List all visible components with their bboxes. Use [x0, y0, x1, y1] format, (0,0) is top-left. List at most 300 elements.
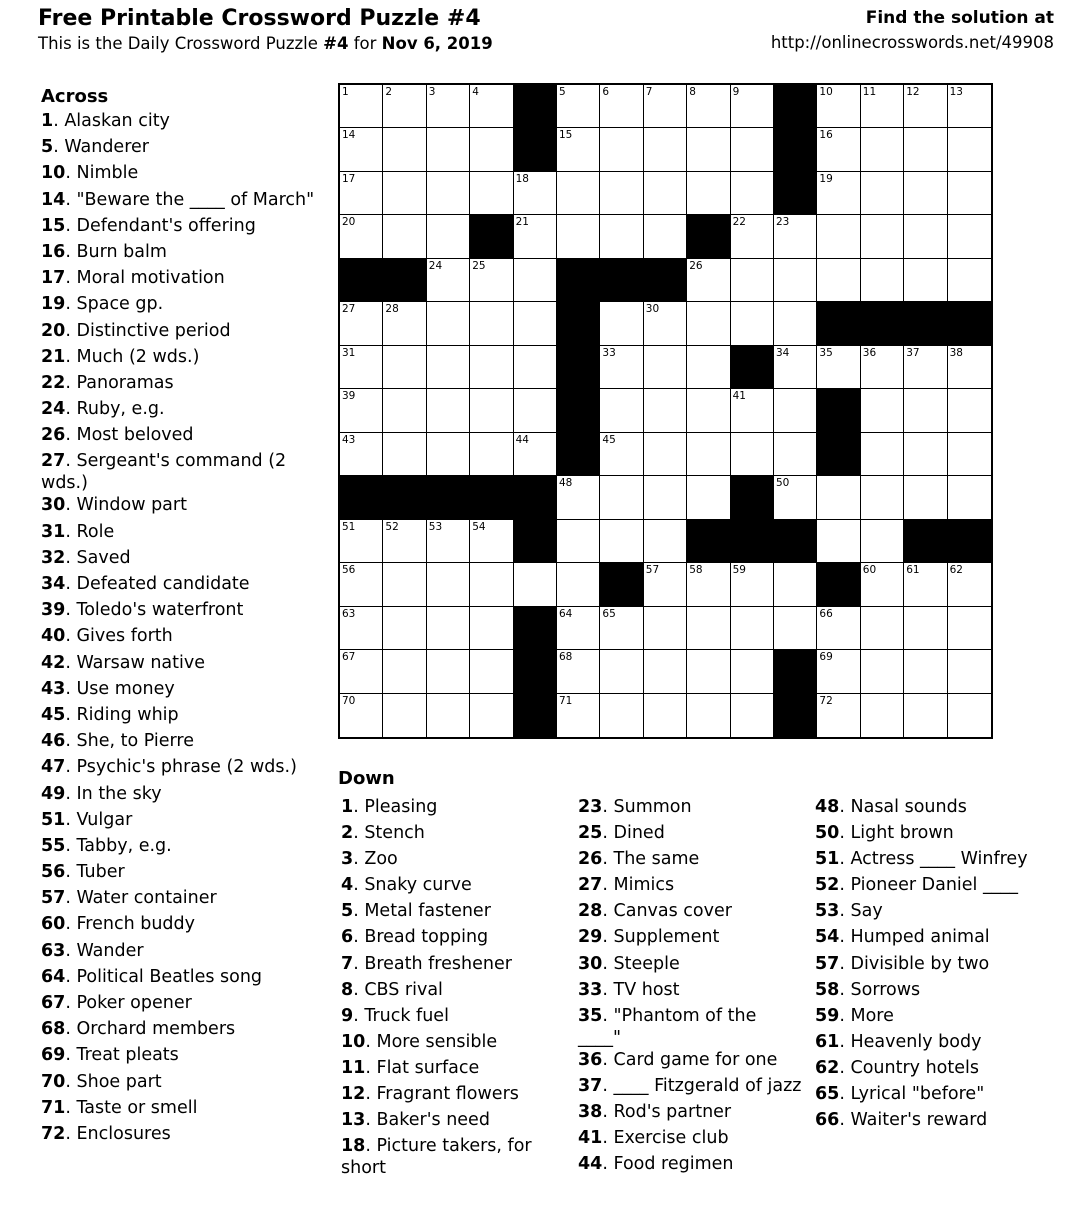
grid-cell[interactable]: [861, 563, 904, 606]
grid-cell[interactable]: [340, 433, 383, 476]
clue-item: 24. Ruby, e.g.: [41, 399, 165, 420]
grid-cell[interactable]: [731, 607, 774, 650]
grid-cell[interactable]: [340, 172, 383, 215]
clue-item: 68. Orchard members: [41, 1019, 236, 1040]
grid-cell[interactable]: [383, 520, 426, 563]
clue-text: Baker's need: [376, 1110, 490, 1131]
grid-cell[interactable]: [470, 128, 513, 171]
grid-cell[interactable]: [383, 85, 426, 128]
grid-cell[interactable]: [861, 520, 904, 563]
grid-cell[interactable]: [731, 85, 774, 128]
cell-number: 4: [472, 86, 479, 98]
cell-number: 6: [602, 86, 610, 98]
grid-cell[interactable]: [340, 85, 383, 128]
clue-text: Tuber: [76, 862, 125, 883]
clue-item: 1. Alaskan city: [41, 111, 170, 131]
grid-cell[interactable]: [948, 172, 991, 215]
grid-cell[interactable]: [904, 259, 947, 302]
grid-cell[interactable]: [774, 607, 817, 650]
clue-item: 36. Card game for one: [578, 1049, 778, 1070]
clue-item: 58. Sorrows: [815, 979, 921, 1000]
grid-cell[interactable]: [514, 259, 557, 302]
clue-number: 55: [41, 835, 66, 856]
black-square: [948, 520, 991, 563]
cell-number: 44: [515, 433, 529, 446]
down-column-2: [578, 796, 803, 1179]
grid-cell[interactable]: [948, 650, 991, 693]
grid-cell[interactable]: [514, 172, 557, 215]
clue-text: Water container: [76, 888, 217, 909]
black-square: [514, 607, 557, 650]
grid-cell[interactable]: [644, 476, 687, 519]
grid-cell[interactable]: [817, 85, 860, 128]
grid-cell[interactable]: [904, 607, 947, 650]
black-square: [817, 302, 860, 345]
grid-cell[interactable]: [731, 215, 774, 258]
clue-number: 47: [41, 757, 66, 778]
grid-cell[interactable]: [514, 346, 557, 389]
clue-text: Divisible by two: [850, 953, 990, 974]
black-square: [557, 433, 600, 476]
grid-cell[interactable]: [383, 128, 426, 171]
grid-cell[interactable]: [600, 128, 643, 171]
grid-cell[interactable]: [861, 650, 904, 693]
grid-cell[interactable]: [340, 563, 383, 606]
grid-cell[interactable]: [948, 433, 991, 476]
clue-number: 14: [41, 189, 66, 210]
grid-cell[interactable]: [340, 389, 383, 432]
grid-cell[interactable]: [600, 650, 643, 693]
grid-cell[interactable]: [687, 302, 730, 345]
black-square: [774, 650, 817, 693]
grid-cell[interactable]: [600, 172, 643, 215]
grid-cell[interactable]: [774, 215, 817, 258]
clue-item: 17. Moral motivation: [41, 268, 225, 289]
clue-text: Shoe part: [76, 1071, 162, 1092]
grid-cell[interactable]: [340, 215, 383, 258]
clue-text: Space gp.: [76, 294, 164, 315]
grid-cell[interactable]: [948, 346, 991, 389]
grid-cell[interactable]: [687, 128, 730, 171]
clue-text: Alaskan city: [64, 111, 170, 131]
grid-cell[interactable]: [340, 346, 383, 389]
cell-number: 62: [949, 564, 963, 577]
grid-cell[interactable]: [731, 259, 774, 302]
clue-number: 66: [815, 1110, 840, 1131]
grid-cell[interactable]: [383, 650, 426, 693]
cell-number: 58: [689, 564, 703, 577]
clue-text: The same: [613, 849, 700, 870]
grid-cell[interactable]: [904, 128, 947, 171]
grid-cell[interactable]: [687, 433, 730, 476]
clue-item: 66. Waiter's reward: [815, 1110, 988, 1131]
grid-cell[interactable]: [861, 694, 904, 737]
across-heading: Across: [41, 86, 109, 107]
cell-number: 70: [342, 694, 356, 707]
grid-cell[interactable]: [427, 520, 470, 563]
clue-text: Flat surface: [376, 1057, 480, 1078]
grid-cell[interactable]: [861, 215, 904, 258]
cell-number: 66: [819, 607, 833, 620]
grid-cell[interactable]: [340, 302, 383, 345]
clue-item: 2. Stench: [341, 823, 425, 844]
cell-number: 64: [559, 607, 573, 620]
grid-cell[interactable]: [644, 128, 687, 171]
grid-cell[interactable]: [383, 694, 426, 737]
clue-item: 5. Wanderer: [41, 137, 149, 158]
clue-item: 55. Tabby, e.g.: [41, 835, 172, 856]
grid-cell[interactable]: [861, 85, 904, 128]
grid-cell[interactable]: [600, 302, 643, 345]
clue-number: 23: [578, 797, 603, 817]
grid-cell[interactable]: [644, 346, 687, 389]
grid-cell[interactable]: [948, 694, 991, 737]
clue-number: 17: [41, 268, 66, 289]
grid-cell[interactable]: [904, 650, 947, 693]
crossword-grid: [338, 83, 993, 739]
grid-cell[interactable]: [731, 694, 774, 737]
black-square: [774, 694, 817, 737]
clue-text: Riding whip: [76, 704, 179, 725]
grid-cell[interactable]: [600, 433, 643, 476]
grid-cell[interactable]: [861, 346, 904, 389]
cell-number: 63: [342, 607, 356, 620]
grid-cell[interactable]: [470, 694, 513, 737]
grid-cell[interactable]: [340, 520, 383, 563]
clue-text: Actress ____ Winfrey: [850, 849, 1028, 870]
grid-cell[interactable]: [687, 476, 730, 519]
clue-number: 2: [341, 823, 354, 844]
grid-cell[interactable]: [774, 389, 817, 432]
grid-cell[interactable]: [644, 694, 687, 737]
black-square: [557, 302, 600, 345]
grid-cell[interactable]: [861, 128, 904, 171]
grid-cell[interactable]: [774, 346, 817, 389]
cell-number: 3: [428, 86, 436, 98]
grid-cell[interactable]: [817, 476, 860, 519]
grid-cell[interactable]: [817, 520, 860, 563]
clue-text: Saved: [76, 547, 131, 568]
grid-cell[interactable]: [904, 215, 947, 258]
grid-cell[interactable]: [427, 259, 470, 302]
grid-cell[interactable]: [557, 476, 600, 519]
grid-cell[interactable]: [687, 346, 730, 389]
grid-cell[interactable]: [470, 520, 513, 563]
grid-cell[interactable]: [383, 563, 426, 606]
grid-cell[interactable]: [557, 607, 600, 650]
clue-number: 3: [341, 849, 354, 870]
grid-cell[interactable]: [731, 433, 774, 476]
grid-cell[interactable]: [687, 563, 730, 606]
clue-number: 54: [815, 927, 840, 948]
clue-number: 69: [41, 1045, 66, 1066]
grid-cell[interactable]: [948, 563, 991, 606]
clue-text: CBS rival: [364, 979, 443, 1000]
black-square: [340, 476, 383, 519]
black-square: [383, 259, 426, 302]
grid-cell[interactable]: [817, 215, 860, 258]
grid-cell[interactable]: [557, 694, 600, 737]
grid-cell[interactable]: [557, 215, 600, 258]
grid-cell[interactable]: [557, 85, 600, 128]
black-square: [514, 85, 557, 128]
grid-cell[interactable]: [427, 172, 470, 215]
cell-number: 25: [472, 259, 486, 272]
grid-cell[interactable]: [427, 215, 470, 258]
grid-cell[interactable]: [557, 128, 600, 171]
grid-cell[interactable]: [600, 476, 643, 519]
clue-number: 49: [41, 783, 66, 804]
clue-item: 27. Sergeant's command (2 wds.): [41, 451, 287, 494]
grid-cell[interactable]: [470, 650, 513, 693]
black-square: [731, 346, 774, 389]
grid-cell[interactable]: [731, 389, 774, 432]
grid-cell[interactable]: [817, 650, 860, 693]
grid-cell[interactable]: [557, 563, 600, 606]
grid-cell[interactable]: [817, 259, 860, 302]
grid-cell[interactable]: [340, 607, 383, 650]
grid-cell[interactable]: [427, 694, 470, 737]
grid-cell[interactable]: [687, 694, 730, 737]
grid-cell[interactable]: [731, 302, 774, 345]
grid-cell[interactable]: [644, 607, 687, 650]
grid-cell[interactable]: [774, 302, 817, 345]
grid-cell[interactable]: [514, 215, 557, 258]
grid-cell[interactable]: [774, 476, 817, 519]
cell-number: 65: [602, 607, 616, 620]
grid-cell[interactable]: [687, 172, 730, 215]
clue-item: 12. Fragrant flowers: [341, 1084, 519, 1105]
grid-cell[interactable]: [774, 259, 817, 302]
grid-cell[interactable]: [904, 433, 947, 476]
grid-cell[interactable]: [600, 520, 643, 563]
grid-cell[interactable]: [774, 433, 817, 476]
grid-cell[interactable]: [644, 520, 687, 563]
clue-text: Country hotels: [850, 1057, 979, 1078]
clue-text: More sensible: [376, 1031, 498, 1052]
grid-cell[interactable]: [644, 389, 687, 432]
clue-number: 38: [578, 1101, 603, 1122]
grid-cell[interactable]: [687, 650, 730, 693]
grid-cell[interactable]: [514, 389, 557, 432]
grid-cell[interactable]: [340, 694, 383, 737]
grid-cell[interactable]: [644, 563, 687, 606]
grid-cell[interactable]: [817, 607, 860, 650]
grid-cell[interactable]: [427, 607, 470, 650]
clue-text: Wanderer: [64, 137, 149, 158]
clue-item: 11. Flat surface: [341, 1057, 480, 1078]
clue-text: Distinctive period: [76, 320, 231, 341]
grid-cell[interactable]: [514, 563, 557, 606]
black-square: [817, 433, 860, 476]
cell-number: 23: [776, 216, 790, 229]
grid-cell[interactable]: [817, 172, 860, 215]
grid-cell[interactable]: [817, 128, 860, 171]
grid-cell[interactable]: [470, 259, 513, 302]
grid-cell[interactable]: [774, 563, 817, 606]
clue-item: 32. Saved: [41, 547, 131, 568]
clue-number: 62: [815, 1057, 840, 1078]
cell-number: 2: [385, 86, 393, 98]
clue-item: 70. Shoe part: [41, 1071, 162, 1092]
cell-number: 37: [906, 346, 920, 359]
grid-cell[interactable]: [383, 389, 426, 432]
grid-cell[interactable]: [687, 259, 730, 302]
black-square: [340, 259, 383, 302]
grid-cell[interactable]: [470, 607, 513, 650]
grid-cell[interactable]: [427, 389, 470, 432]
black-square: [904, 520, 947, 563]
clue-item: 35. "Phantom of the ____": [578, 1005, 757, 1048]
grid-cell[interactable]: [383, 433, 426, 476]
grid-cell[interactable]: [470, 85, 513, 128]
grid-cell[interactable]: [514, 302, 557, 345]
grid-cell[interactable]: [948, 607, 991, 650]
grid-cell[interactable]: [861, 259, 904, 302]
grid-cell[interactable]: [470, 302, 513, 345]
grid-cell[interactable]: [340, 650, 383, 693]
grid-cell[interactable]: [470, 389, 513, 432]
clue-number: 31: [41, 521, 66, 542]
grid-cell[interactable]: [731, 128, 774, 171]
grid-cell[interactable]: [600, 215, 643, 258]
grid-cell[interactable]: [731, 563, 774, 606]
clue-text: Picture takers, for short: [341, 1136, 532, 1179]
grid-cell[interactable]: [383, 346, 426, 389]
clue-item: 10. Nimble: [41, 163, 139, 184]
grid-cell[interactable]: [948, 128, 991, 171]
clue-item: 37. ____ Fitzgerald of jazz: [578, 1075, 802, 1096]
grid-cell[interactable]: [817, 694, 860, 737]
clue-item: 18. Picture takers, for short: [341, 1136, 532, 1179]
clue-number: 43: [41, 678, 66, 699]
grid-cell[interactable]: [861, 389, 904, 432]
clue-number: 1: [41, 111, 54, 131]
grid-cell[interactable]: [644, 215, 687, 258]
grid-cell[interactable]: [340, 128, 383, 171]
grid-cell[interactable]: [427, 563, 470, 606]
clue-item: 46. She, to Pierre: [41, 731, 194, 752]
grid-cell[interactable]: [904, 172, 947, 215]
grid-cell[interactable]: [904, 85, 947, 128]
grid-cell[interactable]: [514, 433, 557, 476]
grid-cell[interactable]: [644, 433, 687, 476]
grid-cell[interactable]: [470, 172, 513, 215]
grid-cell[interactable]: [861, 607, 904, 650]
grid-cell[interactable]: [600, 694, 643, 737]
clue-number: 4: [341, 875, 354, 896]
black-square: [557, 346, 600, 389]
cell-number: 34: [776, 346, 790, 359]
grid-cell[interactable]: [948, 476, 991, 519]
grid-cell[interactable]: [644, 172, 687, 215]
grid-cell[interactable]: [687, 389, 730, 432]
grid-cell[interactable]: [904, 694, 947, 737]
grid-cell[interactable]: [383, 172, 426, 215]
grid-cell[interactable]: [557, 172, 600, 215]
grid-cell[interactable]: [383, 302, 426, 345]
grid-cell[interactable]: [817, 346, 860, 389]
grid-cell[interactable]: [427, 85, 470, 128]
clue-item: 3. Zoo: [341, 849, 398, 870]
grid-cell[interactable]: [904, 346, 947, 389]
grid-cell[interactable]: [861, 433, 904, 476]
black-square: [644, 259, 687, 302]
clue-item: 30. Window part: [41, 495, 187, 516]
grid-cell[interactable]: [427, 346, 470, 389]
grid-cell[interactable]: [427, 433, 470, 476]
grid-cell[interactable]: [948, 215, 991, 258]
clue-item: 54. Humped animal: [815, 927, 990, 948]
clue-text: Orchard members: [76, 1019, 236, 1040]
grid-cell[interactable]: [470, 346, 513, 389]
grid-cell[interactable]: [904, 389, 947, 432]
clue-number: 13: [341, 1110, 366, 1131]
clue-number: 11: [341, 1057, 366, 1078]
cell-number: 20: [342, 216, 356, 229]
grid-cell[interactable]: [600, 85, 643, 128]
grid-cell[interactable]: [948, 85, 991, 128]
grid-cell[interactable]: [948, 259, 991, 302]
grid-cell[interactable]: [427, 302, 470, 345]
grid-cell[interactable]: [600, 346, 643, 389]
solution-label: Find the solution at: [865, 8, 1054, 28]
grid-cell[interactable]: [383, 215, 426, 258]
clue-number: 9: [341, 1005, 354, 1026]
solution-url[interactable]: http://onlinecrosswords.net/49908: [770, 33, 1054, 52]
grid-cell[interactable]: [427, 128, 470, 171]
clue-text: Role: [76, 521, 115, 542]
grid-cell[interactable]: [557, 520, 600, 563]
grid-cell[interactable]: [600, 389, 643, 432]
grid-cell[interactable]: [861, 172, 904, 215]
grid-cell[interactable]: [644, 85, 687, 128]
grid-cell[interactable]: [644, 302, 687, 345]
grid-cell[interactable]: [557, 650, 600, 693]
grid-cell[interactable]: [904, 476, 947, 519]
grid-cell[interactable]: [470, 433, 513, 476]
grid-cell[interactable]: [470, 563, 513, 606]
grid-cell[interactable]: [687, 85, 730, 128]
grid-cell[interactable]: [687, 607, 730, 650]
cell-number: 12: [906, 86, 920, 98]
cell-number: 72: [819, 694, 833, 707]
grid-cell[interactable]: [383, 607, 426, 650]
grid-cell[interactable]: [861, 476, 904, 519]
cell-number: 17: [342, 172, 356, 185]
clue-item: 1. Pleasing: [341, 797, 438, 817]
clue-number: 40: [41, 626, 66, 647]
clue-text: Exercise club: [613, 1128, 729, 1149]
clue-text: Breath freshener: [364, 953, 512, 974]
clue-text: Tabby, e.g.: [76, 835, 172, 856]
cell-number: 9: [732, 86, 740, 98]
clue-number: 25: [578, 823, 603, 844]
clue-item: 9. Truck fuel: [341, 1005, 449, 1026]
grid-cell[interactable]: [904, 563, 947, 606]
grid-cell[interactable]: [600, 607, 643, 650]
black-square: [514, 476, 557, 519]
grid-cell[interactable]: [427, 650, 470, 693]
grid-cell[interactable]: [644, 650, 687, 693]
clue-item: 69. Treat pleats: [41, 1045, 179, 1066]
clue-number: 10: [41, 163, 66, 184]
clue-item: 19. Space gp.: [41, 294, 164, 315]
grid-cell[interactable]: [731, 650, 774, 693]
grid-cell[interactable]: [731, 172, 774, 215]
clue-text: Card game for one: [613, 1049, 778, 1070]
grid-cell[interactable]: [948, 389, 991, 432]
